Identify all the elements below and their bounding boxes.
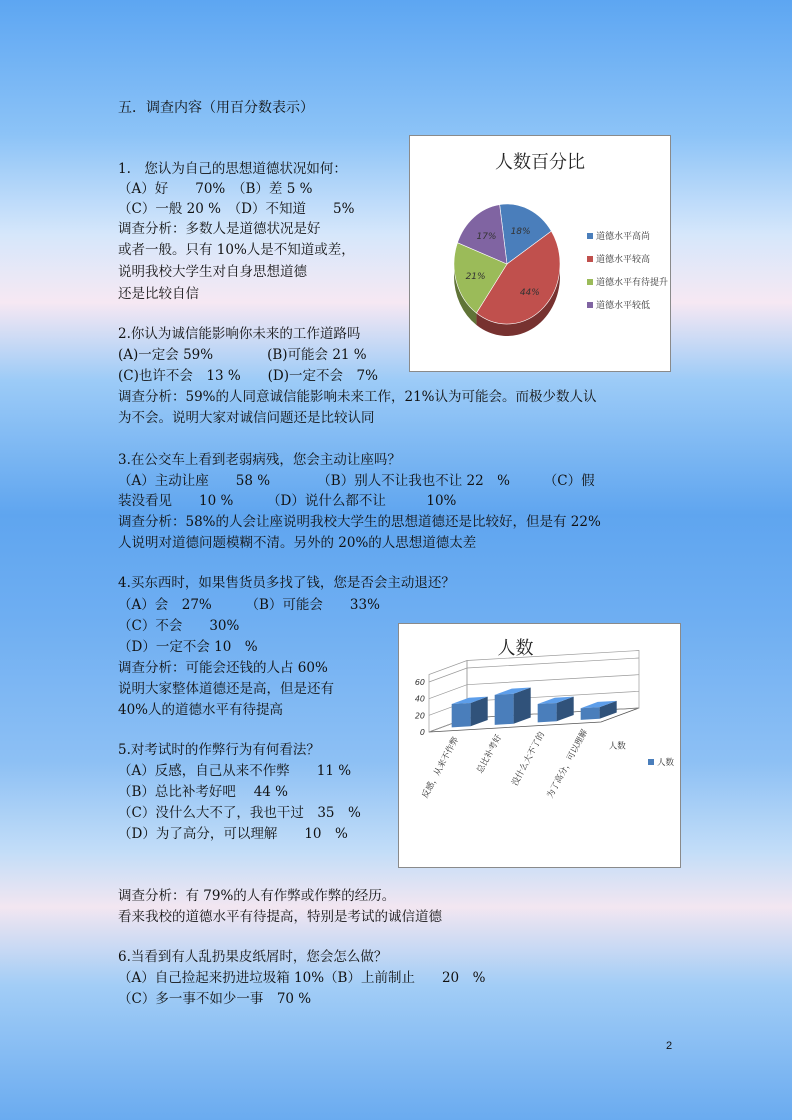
bar-y-tick-label: 60 bbox=[414, 678, 425, 687]
q2-options-ab: (A)一定会 59% (B)可能会 21 % bbox=[118, 347, 367, 363]
pie-data-label: 18% bbox=[510, 227, 531, 238]
q4-options-ab: （A）会 27% （B）可能会 33% bbox=[118, 597, 380, 613]
q1-analysis-4: 还是比较自信 bbox=[118, 286, 199, 302]
q6-options-ab: （A）自己捡起来扔进垃圾箱 10%（B）上前制止 20 % bbox=[118, 970, 486, 986]
pie-data-label: 44% bbox=[519, 287, 540, 298]
q4-option-c: （C）不会 30% bbox=[118, 618, 240, 634]
bar-gridline bbox=[429, 658, 639, 682]
pie-data-label: 21% bbox=[465, 271, 486, 282]
q2-analysis-2: 为不会。说明大家对诚信问题还是比较认同 bbox=[118, 410, 375, 426]
q4-option-d: （D）一定不会 10 % bbox=[118, 639, 258, 655]
bar-4 bbox=[581, 701, 617, 720]
q5-option-a: （A）反感，自己从来不作弊 11 % bbox=[118, 763, 352, 779]
q1-analysis-1: 调查分析：多数人是道德状况是好 bbox=[118, 221, 321, 237]
q5-option-d: （D）为了高分，可以理解 10 % bbox=[118, 826, 348, 842]
pie-legend bbox=[587, 230, 668, 311]
pie-legend-label: 道德水平有待提升 bbox=[596, 278, 669, 288]
q1-analysis-3: 说明我校大学生对自身思想道德 bbox=[118, 264, 307, 280]
q5-analysis-2: 看来我校的道德水平有待提高，特别是考试的诚信道德 bbox=[118, 909, 442, 925]
pie-data-label: 17% bbox=[476, 231, 497, 242]
bar-chart-title: 人数 bbox=[497, 638, 534, 659]
q1-options-cd: （C）一般 20 % （D）不知道 5% bbox=[118, 201, 355, 217]
pie-legend-swatch bbox=[587, 302, 593, 308]
bar-category-label: 没什么大不了的 bbox=[510, 730, 548, 788]
bar-series bbox=[452, 687, 617, 727]
q5-question: 5.对考试时的作弊行为有何看法？ bbox=[118, 742, 320, 758]
q5-option-b: （B）总比补考好吧 44 % bbox=[118, 784, 289, 800]
section-heading: 五．调查内容（用百分数表示） bbox=[118, 100, 314, 116]
bar-category-label: 总比补考好 bbox=[475, 732, 505, 776]
bar-category-label: 反感，从来不作弊 bbox=[420, 735, 462, 801]
q5-option-c: （C）没什么大不了，我也干过 35 % bbox=[118, 805, 361, 821]
q6-question: 6.当看到有人乱扔果皮纸屑时，您会怎么做？ bbox=[118, 949, 388, 965]
pie-legend-swatch bbox=[587, 233, 593, 239]
bar-legend bbox=[648, 757, 675, 768]
q6-option-c: （C）多一事不如少一事 70 % bbox=[118, 991, 312, 1007]
bar-2 bbox=[495, 687, 531, 724]
page-number: 2 bbox=[666, 1040, 673, 1052]
bar-y-tick-label: 20 bbox=[414, 711, 425, 721]
bar-chart-plot bbox=[399, 624, 680, 867]
pie-legend-label: 道德水平较低 bbox=[596, 301, 651, 311]
bar-3 bbox=[538, 697, 574, 723]
bar-1 bbox=[452, 697, 488, 728]
q5-analysis-1: 调查分析：有 79%的人有作弊或作弊的经历。 bbox=[118, 888, 396, 904]
pie-legend-swatch bbox=[587, 279, 593, 285]
q3-question: 3.在公交车上看到老弱病残，您会主动让座吗？ bbox=[118, 452, 401, 468]
q4-analysis-2: 说明大家整体道德还是高，但是还有 bbox=[118, 681, 334, 697]
bar-chart bbox=[398, 623, 681, 868]
pie-chart-plot bbox=[410, 136, 670, 371]
q4-analysis-1: 调查分析：可能会还钱的人占 60% bbox=[118, 660, 328, 676]
bar-gridline bbox=[429, 675, 639, 699]
bar-legend-swatch bbox=[648, 759, 654, 765]
pie-legend-label: 道德水平较高 bbox=[596, 255, 651, 265]
q2-question: 2.你认为诚信能影响你未来的工作道路吗 bbox=[118, 326, 361, 342]
q4-question: 4.买东西时，如果售货员多找了钱，您是否会主动退还？ bbox=[118, 575, 455, 591]
q1-question: 1. 您认为自己的思想道德状况如何： bbox=[118, 161, 347, 177]
bar-y-tick-label: 40 bbox=[414, 694, 425, 704]
pie-chart bbox=[409, 135, 671, 372]
q1-options-ab: （A）好 70% （B）差 5 % bbox=[118, 181, 313, 197]
pie-legend-swatch bbox=[587, 256, 593, 262]
q2-analysis-1: 调查分析：59%的人同意诚信能影响未来工作，21%认为可能会。而极少数人认 bbox=[118, 389, 597, 405]
bar-y-tick-label: 0 bbox=[419, 728, 425, 737]
q1-analysis-2: 或者一般。只有 10%人是不知道或差， bbox=[118, 242, 355, 258]
q4-analysis-3: 40%人的道德水平有待提高 bbox=[118, 702, 284, 718]
pie-chart-title: 人数百分比 bbox=[495, 152, 585, 173]
q3-analysis-2: 人说明对道德问题模糊不清。另外的 20%的人思想道德太差 bbox=[118, 535, 477, 551]
bar-category-labels bbox=[420, 727, 591, 800]
bar-category-label: 为了高分，可以理解 bbox=[545, 727, 591, 801]
q3-analysis-1: 调查分析：58%的人会让座说明我校大学生的思想道德还是比较好，但是有 22% bbox=[118, 514, 601, 530]
bar-depth-axis-label: 人数 bbox=[608, 741, 626, 752]
q3-options-1: （A）主动让座 58 % （B）别人不让我也不让 22 % （C）假 bbox=[118, 473, 595, 489]
q3-options-2: 装没看见 10 % （D）说什么都不让 10% bbox=[118, 493, 457, 509]
pie-legend-label: 道德水平高尚 bbox=[596, 232, 651, 242]
q2-options-cd: (C)也许不会 13 % (D)一定不会 7% bbox=[118, 368, 378, 384]
bar-legend-label: 人数 bbox=[657, 758, 675, 768]
